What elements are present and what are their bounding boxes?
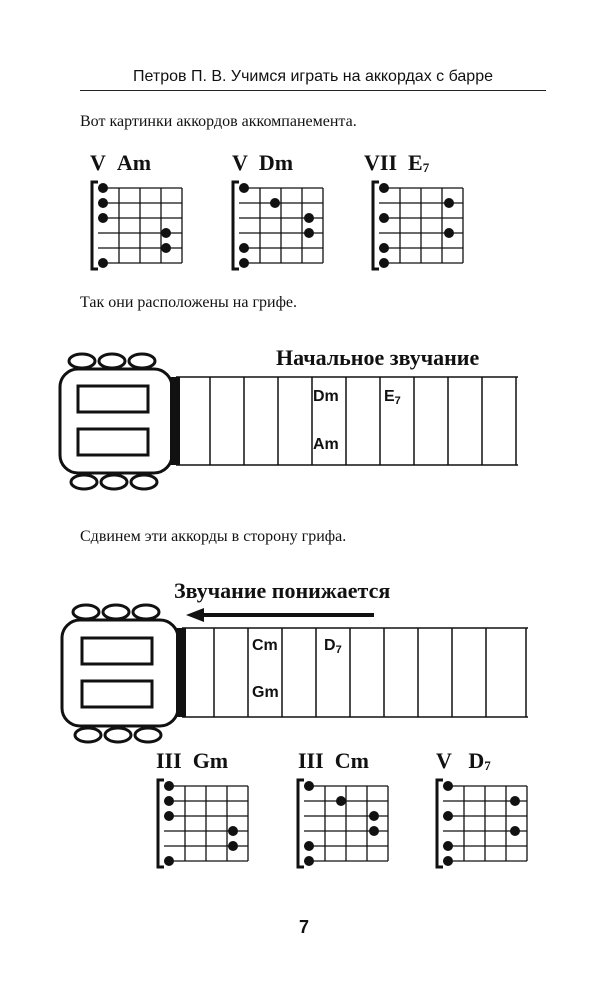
fretboard1 xyxy=(58,352,528,492)
page-number: 7 xyxy=(298,917,309,937)
location-text: Так они расположены на грифе. xyxy=(80,294,298,311)
chord-title-dm: V Dm xyxy=(232,150,294,175)
fretboard2-label-cm: Cm xyxy=(252,637,278,654)
fretboard2 xyxy=(60,603,532,745)
running-header: Петров П. В. Учимся играть на аккордах с барре xyxy=(80,66,546,91)
chord-title-cm: III Cm xyxy=(298,748,369,773)
chord-diagram-e7 xyxy=(369,178,469,270)
fretboard1-title: Начальное звучание xyxy=(276,345,480,370)
chord-diagram-am xyxy=(88,178,188,270)
fretboard1-label-e7: $E_7$ xyxy=(384,388,401,407)
fretboard2-label-d7: $D_7$ xyxy=(324,637,342,656)
chord-title-am: V Am xyxy=(90,150,152,175)
chord-title-e7: VII $E_7$ xyxy=(364,150,430,175)
chord-title-d7: V $D_7$ xyxy=(436,748,491,773)
shift-text: Сдвинем эти аккорды в сторону грифа. xyxy=(80,528,347,545)
chord-diagram-cm xyxy=(294,776,394,868)
chord-diagram-dm xyxy=(229,178,329,270)
fretboard1-label-am: Am xyxy=(313,436,339,453)
fretboard2-label-gm: Gm xyxy=(252,684,279,701)
chord-diagram-d7 xyxy=(433,776,533,868)
intro-text: Вот картинки аккордов аккомпанемента. xyxy=(80,113,357,130)
chord-diagram-gm xyxy=(154,776,254,868)
chord-title-gm: III Gm xyxy=(156,748,229,773)
fretboard1-label-dm: Dm xyxy=(313,388,339,405)
fretboard2-title: Звучание понижается xyxy=(174,578,391,603)
